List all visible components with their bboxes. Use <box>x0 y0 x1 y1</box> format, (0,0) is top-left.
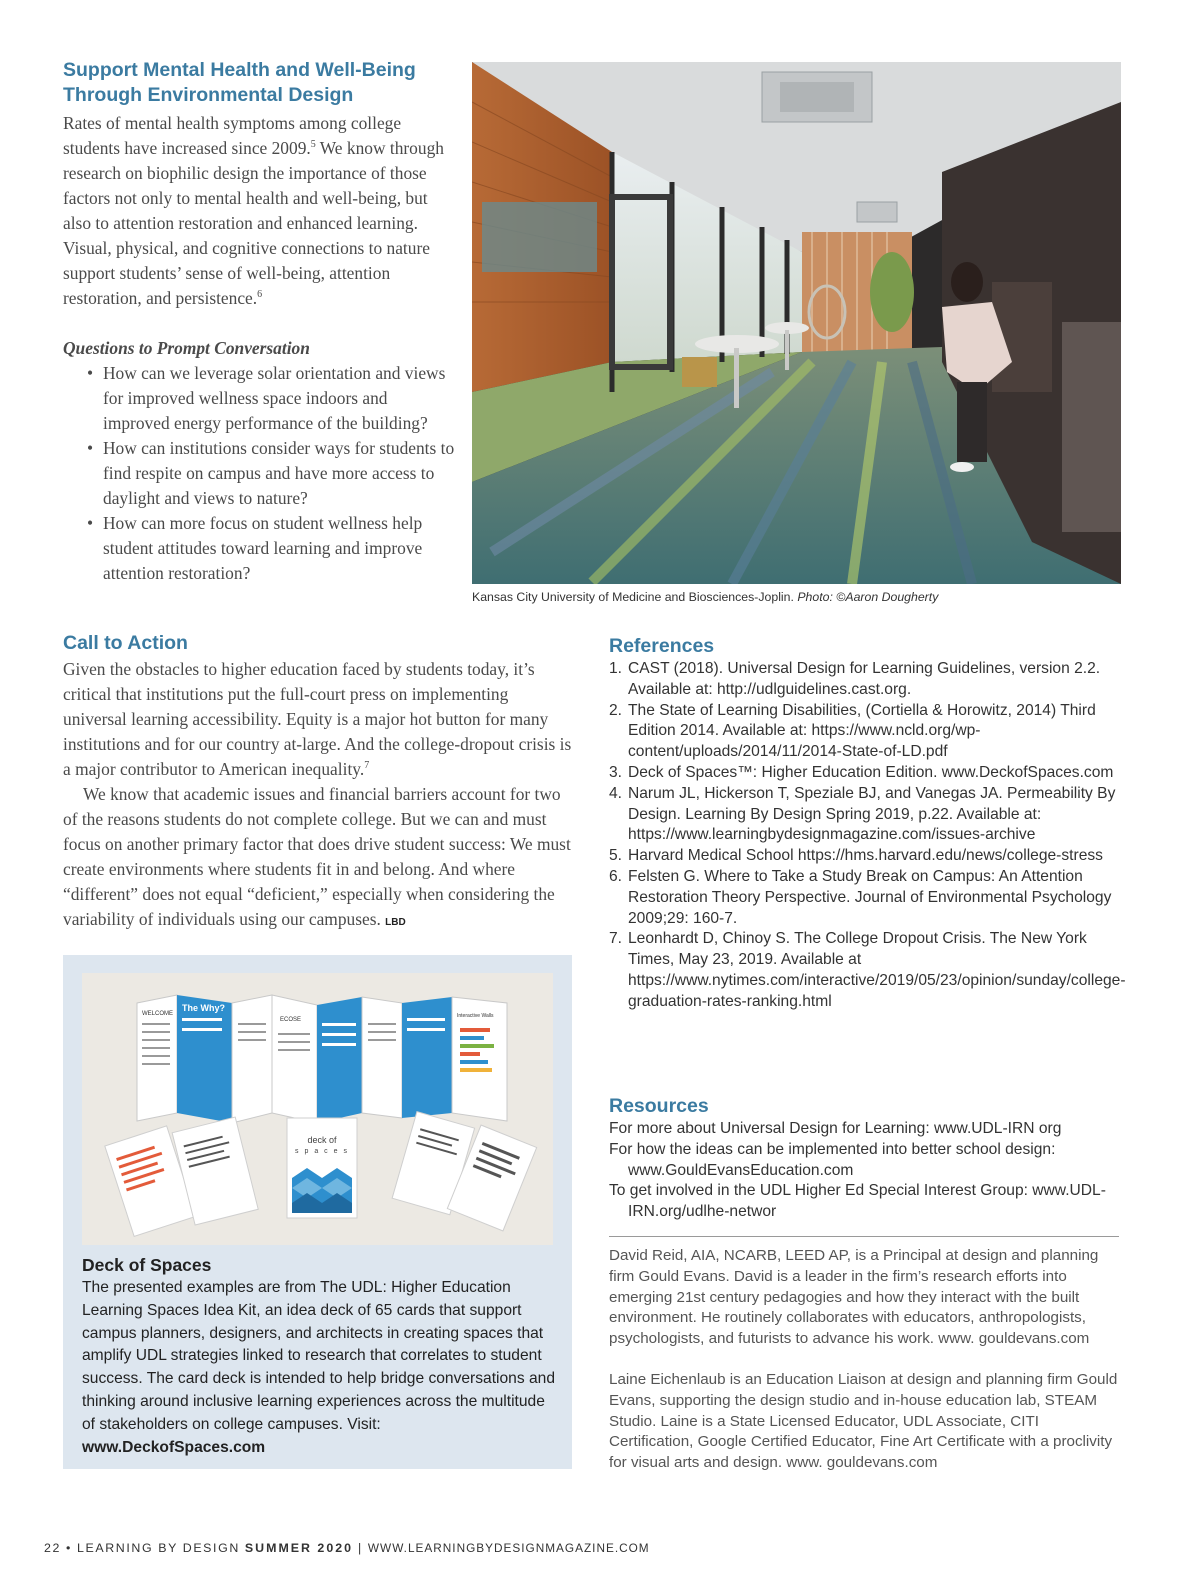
list-item: 1. CAST (2018). Universal Design for Learning Guidelines, version 2.2. Available at: http://udlguidelines.cast.org. <box>609 660 1101 698</box>
reference-text: CAST (2018). Universal Design for Learning Guidelines, version 2.2. Available at: http://udlguidelines.cast.org. <box>628 660 1101 698</box>
list-item: 4. Narum JL, Hickerson T, Speziale BJ, and Vanegas JA. Permeability By Design. Learning By Design Spring 2019, p.22. Available at: https://www.learningbydesignmagazine.com/issues-archive <box>609 784 1116 844</box>
interior-photo <box>472 62 1121 584</box>
issue-label: SUMMER 2020 <box>244 1541 353 1555</box>
page-number: 22 <box>44 1541 61 1555</box>
paragraph-text: We know that academic issues and financial barriers account for two of the reasons students do not complete college. But we can and must focus on another primary factor that does drive student success: We must create environments where students fit in and belong. And where “different” does not equal “deficient,” especially when considering the variability of individuals using our campuses. <box>63 784 571 929</box>
bio-david-reid: David Reid, AIA, NCARB, LEED AP, is a Principal at design and planning firm Gould Evans. David is a leader in the firm’s research efforts into emerging 21st century pedagogies and how they interact with the built environment. He routinely collaborates with educators, anthropologists, psychologists, and futurists to advance his work. www. gouldevans.com <box>609 1247 1099 1348</box>
page-footer <box>44 1541 650 1555</box>
reference-text: Deck of Spaces™: Higher Education Edition. www.DeckofSpaces.com <box>628 763 1114 781</box>
questions-heading: Questions to Prompt Conversation <box>63 338 310 358</box>
panel-label: The Why? <box>182 1003 225 1013</box>
footnote-ref: 6 <box>257 289 263 301</box>
list-item <box>63 436 458 511</box>
lbd-endmark: LBD <box>385 917 406 928</box>
magazine-name: LEARNING BY DESIGN <box>77 1541 240 1555</box>
question-text: How can more focus on student wellness help student attitudes toward learning and improve attention restoration? <box>103 513 423 583</box>
resource-line: To get involved in the UDL Higher Ed Special Interest Group: www.UDL-IRN.org/udlhe-networ <box>609 1182 1106 1221</box>
deck-photo <box>82 973 553 1245</box>
cta-paragraph-1 <box>63 657 575 782</box>
resource-line: For more about Universal Design for Learning: www.UDL-IRN org <box>609 1120 1062 1137</box>
footer-bullet: • <box>66 1541 72 1555</box>
card-deck-illustration <box>82 973 553 1245</box>
card-title: deck of <box>307 1135 337 1145</box>
resources-section <box>609 1093 1124 1223</box>
sidebar-body <box>82 1277 562 1459</box>
panel-label: Interactive Walls <box>457 1013 494 1019</box>
heading-line-2: Through Environmental Design <box>63 84 354 106</box>
divider <box>609 1236 1119 1237</box>
resource-line: For how the ideas can be implemented into better school design: www.GouldEvansEducation.com <box>609 1140 1056 1179</box>
paragraph-text: Rates of mental health symptoms among college students have increased since 2009. <box>63 113 402 158</box>
deck-of-spaces-link[interactable]: www.DeckofSpaces.com <box>82 1438 266 1456</box>
footer-url[interactable]: WWW.LEARNINGBYDESIGNMAGAZINE.COM <box>367 1541 650 1555</box>
footnote-ref: 7 <box>364 760 370 772</box>
bullet-icon: • <box>87 438 94 458</box>
caption-text: Kansas City University of Medicine and Biosciences-Joplin. <box>472 590 794 604</box>
question-text: How can institutions consider ways for students to find respite on campus and have more access to daylight and views to nature? <box>103 438 455 508</box>
questions-list <box>63 361 458 586</box>
section-wellbeing <box>63 58 458 586</box>
wellbeing-paragraph <box>63 111 458 311</box>
bullet-icon: • <box>87 513 94 533</box>
call-to-action-section <box>63 630 575 935</box>
list-item: 7. Leonhardt D, Chinoy S. The College Dropout Crisis. The New York Times, May 23, 2019. Available at https://www.nytimes.com/interactive/2019/05/23/opinion/sunday/college-graduation-rates-ranking.html <box>609 930 1126 1010</box>
corridor-illustration <box>472 62 1121 584</box>
footnote-ref: 5 <box>310 139 316 151</box>
bullet-icon: • <box>87 363 94 383</box>
deck-of-spaces-sidebar <box>63 955 572 1469</box>
reference-text: Harvard Medical School https://hms.harvard.edu/news/college-stress <box>628 847 1103 865</box>
paragraph-text: We know through research on biophilic design the importance of those factors not only to mental health and well-being, but also to attention restoration and enhanced learning. Visual, physical, and cognitive connections to nature support students’ sense of well-being, attention restoration, and persistence. <box>63 138 444 308</box>
sidebar-title: Deck of Spaces <box>82 1255 212 1275</box>
references-list <box>609 659 1124 1013</box>
reference-text: Narum JL, Hickerson T, Speziale BJ, and Vanegas JA. Permeability By Design. Learning By Design Spring 2019, p.22. Available at: https://www.learningbydesignmagazine.com/issues-archive <box>628 784 1116 844</box>
reference-text: Felsten G. Where to Take a Study Break on Campus: An Attention Restoration Theory Perspective. Journal of Environmental Psychology 2009;29: 160-7. <box>628 867 1112 927</box>
photo-caption <box>472 590 938 604</box>
resources-heading: Resources <box>609 1095 709 1117</box>
author-bios <box>609 1246 1124 1474</box>
footer-separator: | <box>358 1541 363 1555</box>
panel-label: WELCOME <box>142 1011 174 1017</box>
sidebar-text <box>82 1253 562 1459</box>
photo-credit: Photo: ©Aaron Dougherty <box>797 590 939 604</box>
paragraph-text: Given the obstacles to higher education faced by students today, it’s critical that institutions put the full-court press on implementing universal learning accessibility. Equity is a major hot button for many institutions and for our country at-large. And the college-dropout crisis is a major contributor to American inequality. <box>63 659 572 779</box>
card-subtitle: s p a c e s <box>295 1148 349 1155</box>
references-section <box>609 633 1124 1013</box>
list-item <box>63 361 458 436</box>
references-heading: References <box>609 635 715 657</box>
panel-label: ECOSE <box>280 1017 302 1023</box>
list-item: 6. Felsten G. Where to Take a Study Break on Campus: An Attention Restoration Theory Perspective. Journal of Environmental Psychology 2009;29: 160-7. <box>609 867 1112 927</box>
list-item: 5. Harvard Medical School https://hms.harvard.edu/news/college-stress <box>609 847 1103 865</box>
heading-line-1: Support Mental Health and Well-Being <box>63 59 416 81</box>
list-item <box>63 511 458 586</box>
question-text: How can we leverage solar orientation and views for improved wellness space indoors and improved energy performance of the building? <box>103 363 446 433</box>
list-item: 2. The State of Learning Disabilities, (Cortiella & Horowitz, 2014) Third Edition 2014. Available at: https://www.ncld.org/wp-content/uploads/2014/11/2014-State-of-LD.pdf <box>609 701 1096 761</box>
section-heading <box>63 58 458 108</box>
reference-text: The State of Learning Disabilities, (Cortiella & Horowitz, 2014) Third Edition 2014. Available at: https://www.ncld.org/wp-content/uploads/2014/11/2014-State-of-LD.pdf <box>628 701 1096 761</box>
cta-paragraph-2 <box>63 782 575 935</box>
list-item: 3. Deck of Spaces™: Higher Education Edition. www.DeckofSpaces.com <box>609 763 1114 781</box>
bio-laine-eichenlaub: Laine Eichenlaub is an Education Liaison at design and planning firm Gould Evans, supporting the design studio and in-house education lab, STEAM Studio. Laine is a State Licensed Educator, UDL Associate, CITI Certification, Google Certified Educator, Fine Art Certificate with a proclivity for visual arts and design. www. gouldevans.com <box>609 1370 1118 1472</box>
reference-text: Leonhardt D, Chinoy S. The College Dropout Crisis. The New York Times, May 23, 2019. Available at https://www.nytimes.com/interactive/2019/05/23/opinion/sunday/college-graduation-rates-ranking.html <box>628 930 1126 1010</box>
sidebar-body-text: The presented examples are from The UDL: Higher Education Learning Spaces Idea Kit, an idea deck of 65 cards that support campus planners, designers, and architects in creating spaces that amplify UDL strategies linked to research that correlates to student success. The card deck is intended to help bridge conversations and thinking around inclusive learning experiences across the multitude of stakeholders on college campuses. Visit: <box>82 1279 556 1433</box>
call-to-action-heading: Call to Action <box>63 632 188 654</box>
